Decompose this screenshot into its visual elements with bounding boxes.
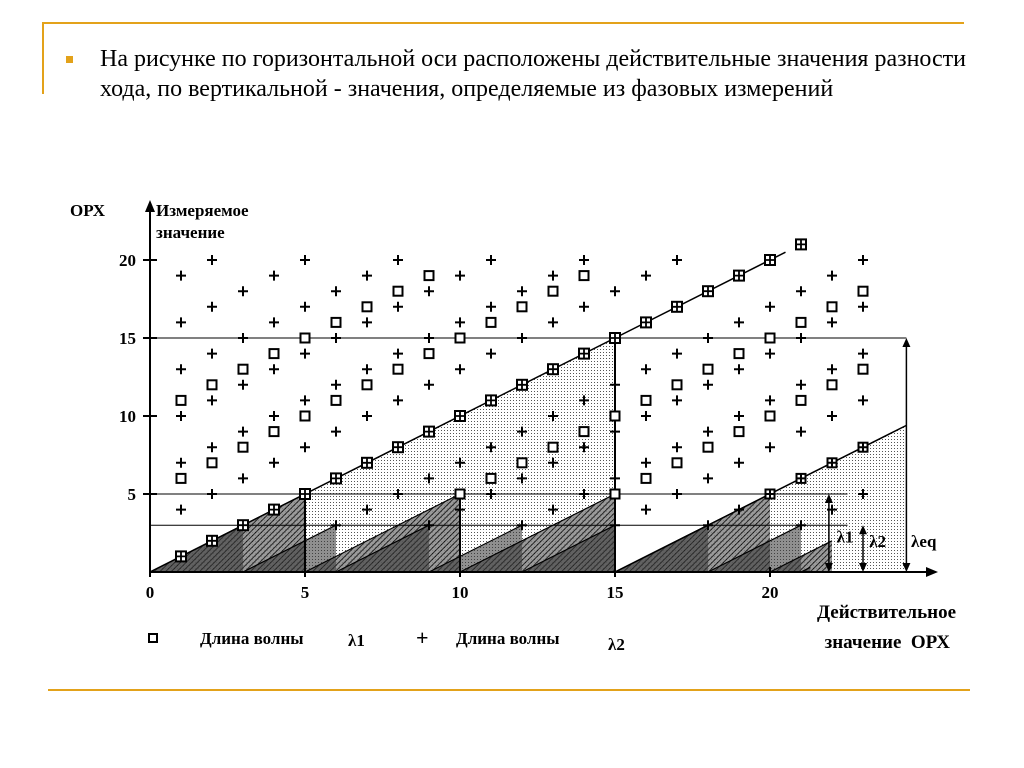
y-axis-arrow (145, 200, 155, 212)
plus-point (393, 349, 403, 359)
plus-point (176, 411, 186, 421)
square-point (704, 443, 713, 452)
square-point (549, 287, 558, 296)
square-point (766, 334, 775, 343)
slide-accent-line-bottom (48, 689, 970, 691)
plus-point (579, 302, 589, 312)
square-point (456, 490, 465, 499)
square-point (301, 412, 310, 421)
legend-square-marker (149, 634, 157, 642)
plus-point (486, 302, 496, 312)
plus-point (269, 458, 279, 468)
square-point (642, 474, 651, 483)
plus-point (858, 395, 868, 405)
slide-accent-line-side (42, 22, 44, 94)
plus-point (858, 302, 868, 312)
square-point (580, 427, 589, 436)
square-point (363, 380, 372, 389)
plus-point (331, 286, 341, 296)
square-point (828, 302, 837, 311)
plus-point (455, 271, 465, 281)
square-point (332, 318, 341, 327)
plus-point (734, 364, 744, 374)
plus-point (827, 271, 837, 281)
plus-point (796, 380, 806, 390)
plus-point (269, 271, 279, 281)
plus-point (424, 333, 434, 343)
square-point (394, 365, 403, 374)
square-point (642, 396, 651, 405)
plus-point (331, 333, 341, 343)
plus-point (455, 317, 465, 327)
plus-point (176, 458, 186, 468)
plus-point (300, 442, 310, 452)
plus-point (269, 364, 279, 374)
square-point (797, 396, 806, 405)
plus-point (672, 442, 682, 452)
x-tick-label: 0 (145, 583, 155, 602)
legend-label-series-2: Длина волны (456, 629, 560, 648)
square-point (208, 380, 217, 389)
plus-point (703, 473, 713, 483)
square-point (487, 318, 496, 327)
plus-point (548, 317, 558, 327)
x-tick-label: 5 (300, 583, 310, 602)
plus-point (362, 317, 372, 327)
plus-point (765, 395, 775, 405)
plus-point (734, 458, 744, 468)
square-point (673, 458, 682, 467)
plus-point (331, 380, 341, 390)
square-point (456, 334, 465, 343)
plus-point (269, 317, 279, 327)
slide-accent-line-top (42, 22, 964, 24)
x-tick-label: 15 (606, 583, 624, 602)
square-point (518, 302, 527, 311)
square-point (611, 490, 620, 499)
square-point (425, 349, 434, 358)
plus-point (672, 255, 682, 265)
square-point (549, 443, 558, 452)
x-axis-arrow (926, 567, 938, 577)
plus-point (610, 286, 620, 296)
plus-point (300, 395, 310, 405)
plus-point (393, 302, 403, 312)
plus-point (207, 255, 217, 265)
x-axis-title-line1: Действительное (816, 602, 956, 623)
lambda2-label: λ2 (869, 532, 887, 552)
plus-point (703, 427, 713, 437)
plus-point (362, 364, 372, 374)
square-point (735, 427, 744, 436)
lambdaeq-arrow-head-top (902, 338, 910, 347)
plus-point (238, 333, 248, 343)
y-tick-label: 5 (127, 485, 136, 504)
plus-point (176, 364, 186, 374)
plus-point (176, 317, 186, 327)
x-tick-label: 20 (761, 583, 779, 602)
bullet-marker (66, 56, 73, 63)
legend-symbol-series-2: λ2 (608, 635, 625, 654)
plus-point (765, 349, 775, 359)
square-point (766, 412, 775, 421)
plus-point (269, 411, 279, 421)
square-point (828, 380, 837, 389)
region-fills (150, 338, 906, 572)
plus-point (176, 271, 186, 281)
plus-point (331, 427, 341, 437)
square-point (239, 443, 248, 452)
square-point (208, 458, 217, 467)
plus-point (858, 255, 868, 265)
square-point (859, 365, 868, 374)
plus-point (393, 395, 403, 405)
y-tick-label: 10 (119, 407, 136, 426)
plus-point (796, 286, 806, 296)
plus-point (703, 333, 713, 343)
square-point (859, 287, 868, 296)
plus-point (796, 427, 806, 437)
plus-point (641, 458, 651, 468)
plus-point (238, 473, 248, 483)
x-tick-label: 10 (451, 583, 469, 602)
square-point (301, 334, 310, 343)
lambdaeq-label: λeq (911, 532, 937, 552)
plus-point (734, 411, 744, 421)
plus-point (579, 255, 589, 265)
plus-point (238, 380, 248, 390)
plus-point (424, 286, 434, 296)
plus-point (765, 442, 775, 452)
plus-point (176, 505, 186, 515)
square-point (673, 380, 682, 389)
plus-point (672, 489, 682, 499)
square-point (611, 412, 620, 421)
plus-point (827, 364, 837, 374)
y-tick-label: 15 (119, 329, 136, 348)
plus-point (393, 255, 403, 265)
legend-plus-marker: + (416, 625, 429, 650)
plus-point (641, 411, 651, 421)
y-axis-title-line2: значение (156, 223, 225, 242)
bullet-text: На рисунке по горизонтальной оси расположены действительные значения разности хода, по вертикальной - значения, определяемые из фазовых измерений (100, 46, 967, 102)
plus-point (641, 364, 651, 374)
square-point (487, 474, 496, 483)
square-point (704, 365, 713, 374)
square-point (177, 474, 186, 483)
square-point (270, 349, 279, 358)
square-point (425, 271, 434, 280)
plus-point (548, 271, 558, 281)
plus-point (207, 302, 217, 312)
plus-point (672, 395, 682, 405)
plus-point (207, 489, 217, 499)
square-point (797, 318, 806, 327)
plus-point (362, 411, 372, 421)
plus-point (455, 364, 465, 374)
plus-point (300, 255, 310, 265)
plus-point (641, 271, 651, 281)
plus-point (424, 380, 434, 390)
plus-point (827, 411, 837, 421)
lambda1-label: λ1 (836, 527, 854, 547)
plus-point (641, 505, 651, 515)
plus-point (238, 286, 248, 296)
legend-label-series-1: Длина волны (200, 629, 304, 648)
x-axis-title-line2: значение ОРХ (824, 632, 950, 653)
plus-point (207, 349, 217, 359)
y-axis-unit: ОРХ (70, 201, 105, 220)
plus-point (362, 271, 372, 281)
plus-point (300, 349, 310, 359)
plus-point (517, 286, 527, 296)
square-point (580, 271, 589, 280)
plus-point (207, 395, 217, 405)
legend-symbol-series-1: λ1 (348, 631, 365, 650)
plus-point (486, 255, 496, 265)
square-point (332, 396, 341, 405)
plus-point (765, 302, 775, 312)
plus-point (796, 333, 806, 343)
plus-point (207, 442, 217, 452)
y-tick-label: 20 (119, 251, 136, 270)
plus-point (827, 317, 837, 327)
plus-point (300, 302, 310, 312)
square-point (270, 427, 279, 436)
plus-point (858, 349, 868, 359)
plus-point (517, 333, 527, 343)
plus-point (734, 317, 744, 327)
square-point (518, 458, 527, 467)
y-axis-title-line1: Измеряемое (156, 201, 249, 220)
chart (60, 190, 960, 670)
square-point (363, 302, 372, 311)
square-point (735, 349, 744, 358)
square-point (177, 396, 186, 405)
square-point (394, 287, 403, 296)
plus-point (486, 349, 496, 359)
plus-point (238, 427, 248, 437)
plus-point (672, 349, 682, 359)
square-point (239, 365, 248, 374)
plus-point (703, 380, 713, 390)
